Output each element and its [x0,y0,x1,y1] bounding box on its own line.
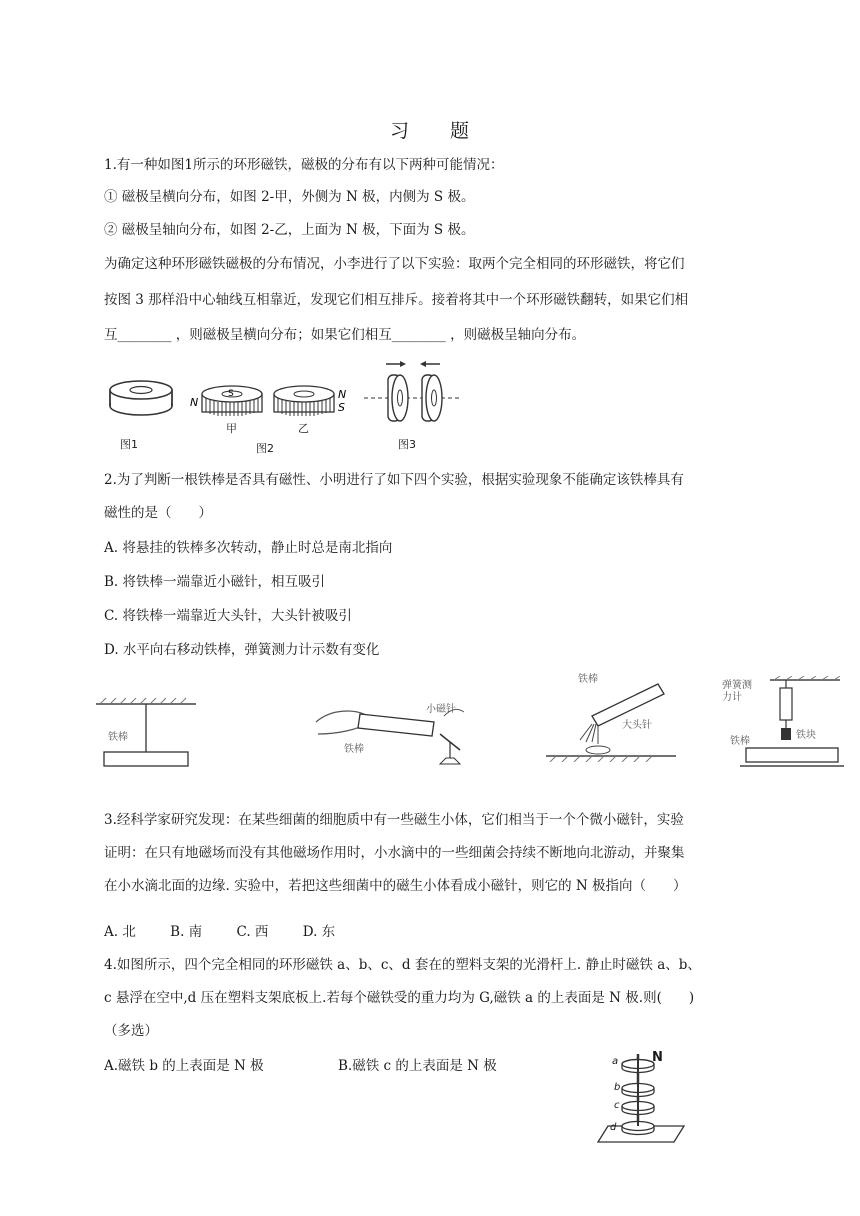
svg-text:N: N [190,396,199,409]
q4-line-2: c 悬浮在空中,d 压在塑料支架底板上.若每个磁铁受的重力均为 G,磁铁 a 的上表面是 N 极.则( ) [104,990,695,1006]
q2-stem-line-2: 磁性的是（ ） [104,505,212,521]
arrow-right-icon [400,361,406,367]
figure-2-yi-magnet [274,386,346,416]
q1-paragraph-line-2: 按图 3 那样沿中心轴线互相靠近，发现它们相互排斥。接着将其中一个环形磁铁翻转，如果它们相 [104,292,689,308]
q2-fig-d-rod-label: 铁棒 [730,736,750,747]
q4-option-a: A.磁铁 b 的上表面是 N 极 [104,1058,264,1074]
q2-fig-b-needle-label: 小磁针 [426,704,456,715]
q1-paragraph-line-3: 互________ ，则磁极呈横向分布；如果它们相互________ ，则磁极呈轴向分布。 [104,327,586,343]
q2-option-c: C. 将铁棒一端靠近大头针，大头针被吸引 [104,608,352,624]
q1-paragraph-line-1: 为确定这种环形磁铁磁极的分布情况，小李进行了以下实验：取两个完全相同的环形磁铁，将它们 [104,256,685,272]
q4-line-3: （多选） [104,1023,158,1039]
figure-1-caption: 图1 [120,438,138,451]
svg-text:N: N [338,388,347,401]
q2-option-d: D. 水平向右移动铁棒，弹簧测力计示数有变化 [104,642,380,658]
q2-fig-d-scale-label: 弹簧测力计 [722,680,752,703]
figure-2-jia-label: 甲 [226,422,237,435]
q2-fig-c-rod-label: 铁棒 [578,674,598,685]
q2-option-a: A. 将悬挂的铁棒多次转动，静止时总是南北指向 [104,540,393,556]
q4-label-b: b [614,1082,621,1093]
q1-stem: 1.有一种如图1所示的环形磁铁，磁极的分布有以下两种可能情况： [104,157,504,173]
figure-2-caption: 图2 [256,442,274,455]
q3-line-1: 3.经科学家研究发现：在某些细菌的细胞质中有一些磁生小体，它们相当于一个个微小磁针，实验 [104,812,684,828]
figure-3-caption: 图3 [398,438,416,451]
svg-text:S: S [338,401,345,414]
page-title: 习 题 [389,120,470,142]
figure-2-yi-label: 乙 [298,422,309,435]
figure-3-two-rings [364,358,460,428]
figure-2-jia-magnet [190,386,262,416]
q4-line-1: 4.如图所示，四个完全相同的环形磁铁 a、b、c、d 套在的塑料支架的光滑杆上. 静止时磁铁 a、b、 [104,957,701,973]
figure-1-ring-magnet [106,372,178,420]
q4-label-d: d [610,1122,617,1133]
q2-figure-c-rod-and-pins [546,666,676,762]
q4-figure-stacked-magnets [592,1048,688,1148]
q2-stem-line-1: 2.为了判断一根铁棒是否具有磁性、小明进行了如下四个实验，根据实验现象不能确定该铁棒具有 [104,472,684,488]
iron-block-icon [781,728,791,740]
arrow-left-icon [420,361,426,367]
q3-line-2: 证明：在只有地磁场而没有其他磁场作用时，小水滴中的一些细菌会持续不断地向北游动，并聚集 [104,845,685,861]
q2-fig-b-rod-label: 铁棒 [344,744,364,755]
q4-label-n: N [652,1050,663,1065]
q4-option-b: B.磁铁 c 的上表面是 N 极 [338,1058,497,1074]
q1-option-2: ② 磁极呈轴向分布，如图 2-乙，上面为 N 极，下面为 S 极。 [104,222,475,238]
q2-figure-b-rod-and-needle [314,694,484,770]
q1-option-1: ① 磁极呈横向分布，如图 2-甲，外侧为 N 极，内侧为 S 极。 [104,189,475,205]
svg-text:S: S [228,389,234,399]
q4-label-a: a [612,1056,619,1067]
q2-fig-c-pin-label: 大头针 [622,720,652,731]
q2-fig-d-block-label: 铁块 [796,730,816,741]
q3-line-3: 在小水滴北面的边缘. 实验中，若把这些细菌中的磁生小体看成小磁针，则它的 N 极指向（ ） [104,878,687,894]
q3-options: A. 北 B. 南 C. 西 D. 东 [104,924,336,940]
q2-option-b: B. 将铁棒一端靠近小磁针，相互吸引 [104,574,326,590]
figure-2-magnets [188,384,360,434]
q2-figure-d-spring-scale [740,676,844,772]
q2-fig-a-rod-label: 铁棒 [108,732,128,743]
q4-label-c: c [614,1100,620,1111]
